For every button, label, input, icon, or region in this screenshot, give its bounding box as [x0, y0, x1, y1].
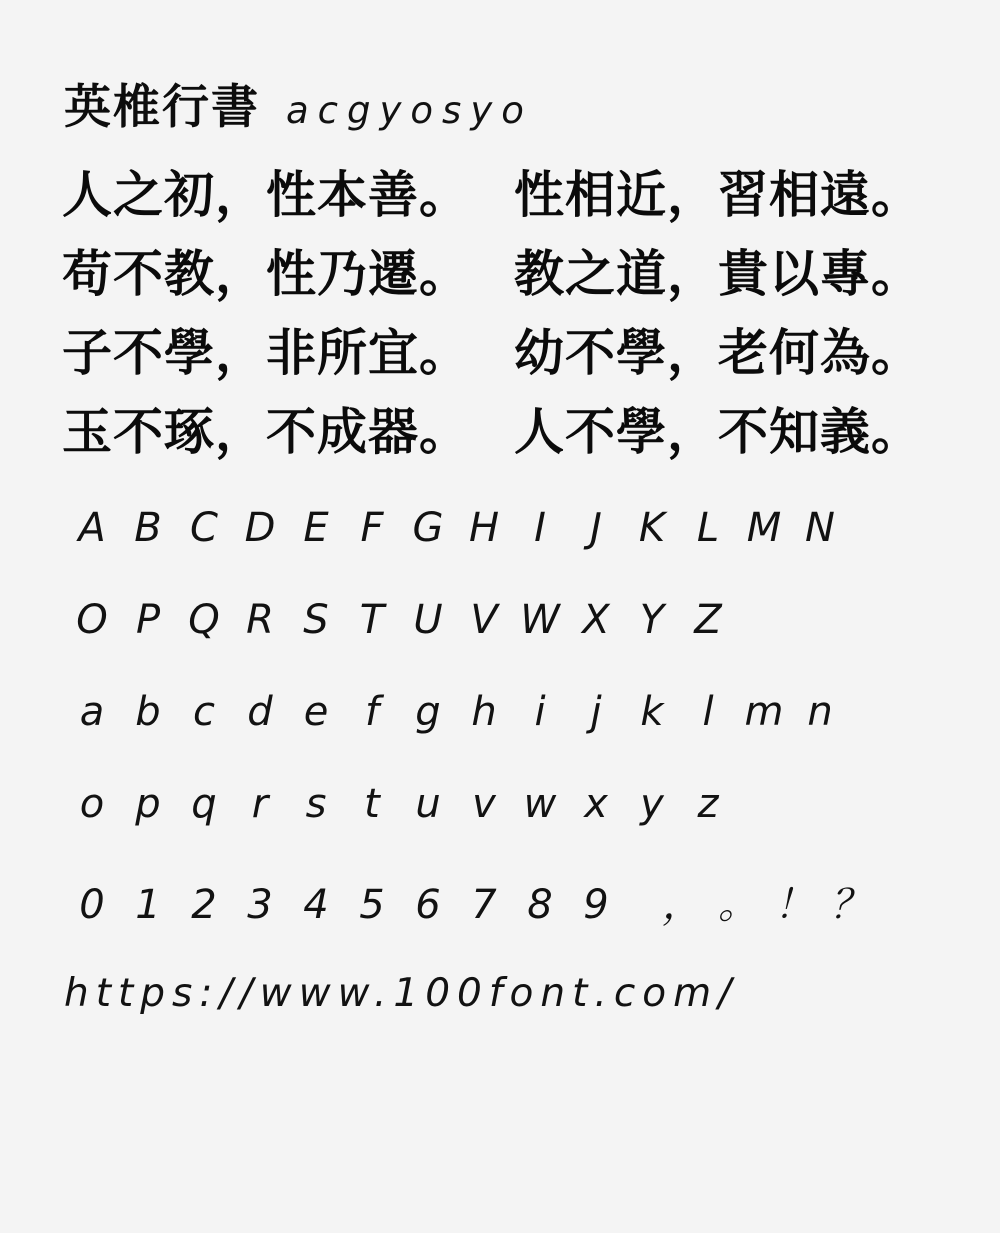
glyph: 8 — [527, 882, 553, 928]
glyph: t — [364, 781, 380, 827]
glyph: Y — [639, 597, 665, 643]
glyph: J — [590, 505, 602, 551]
glyph: ！ — [774, 882, 814, 928]
glyph-row-uppercase-1 — [64, 505, 940, 597]
glyph: x — [584, 781, 608, 827]
glyph: r — [251, 781, 269, 827]
glyph: p — [135, 781, 161, 827]
glyph: ， — [662, 882, 702, 928]
glyph: a — [79, 689, 105, 735]
glyph: B — [134, 505, 162, 551]
glyph: 6 — [415, 882, 441, 928]
glyph: i — [534, 689, 546, 735]
glyph: H — [468, 505, 500, 551]
glyph: 1 — [135, 882, 161, 928]
glyph: y — [640, 781, 664, 827]
glyph: E — [303, 505, 329, 551]
sample-line — [62, 234, 940, 313]
glyph: F — [360, 505, 384, 551]
glyph: R — [246, 597, 274, 643]
glyph: 0 — [79, 882, 105, 928]
sample-line-right: 教之道，貴以專。 — [514, 244, 922, 303]
glyph: o — [79, 781, 105, 827]
glyph: T — [359, 597, 385, 643]
glyph: Q — [188, 597, 220, 643]
glyph-row-uppercase-2 — [64, 597, 940, 689]
glyph: 7 — [471, 882, 497, 928]
glyph-row-digits-punctuation — [64, 873, 940, 965]
glyph-row-lowercase-2 — [64, 781, 940, 873]
glyph: l — [702, 689, 714, 735]
glyph: z — [697, 781, 719, 827]
glyph: 3 — [247, 882, 273, 928]
font-name-cjk: 英椎行書 — [64, 80, 260, 135]
glyph: b — [135, 689, 161, 735]
glyph: u — [415, 781, 441, 827]
sample-line-right: 性相近，習相遠。 — [514, 165, 922, 224]
glyph: 2 — [191, 882, 217, 928]
glyph: V — [470, 597, 498, 643]
sample-line-left: 人之初，性本善。 — [62, 165, 470, 224]
glyph: j — [590, 689, 602, 735]
glyph: S — [303, 597, 329, 643]
glyph: q — [191, 781, 217, 827]
glyph: D — [244, 505, 276, 551]
source-url: https://www.100font.com/ — [64, 971, 739, 1016]
glyph: C — [190, 505, 218, 551]
glyph: k — [640, 689, 664, 735]
sample-line-left: 子不學，非所宜。 — [62, 323, 470, 382]
glyph: 。 — [718, 882, 758, 928]
glyph: K — [638, 505, 666, 551]
glyph: Z — [694, 597, 722, 643]
glyph: v — [472, 781, 496, 827]
sample-line — [62, 155, 940, 234]
sample-line — [62, 392, 940, 471]
sample-line-left: 玉不琢，不成器。 — [62, 402, 470, 461]
glyph: c — [193, 689, 215, 735]
glyph: h — [471, 689, 497, 735]
glyph: m — [744, 689, 784, 735]
glyph: A — [78, 505, 106, 551]
sample-line-left: 苟不教，性乃遷。 — [62, 244, 470, 303]
glyph: w — [523, 781, 557, 827]
glyph-row-lowercase-1 — [64, 689, 940, 781]
glyph: n — [807, 689, 833, 735]
sample-line-right: 幼不學，老何為。 — [514, 323, 922, 382]
font-name-latin: acgyosyo — [286, 89, 533, 132]
glyph: d — [247, 689, 273, 735]
specimen-title — [64, 70, 940, 137]
glyph: I — [534, 505, 546, 551]
glyph: X — [582, 597, 610, 643]
glyph: e — [303, 689, 329, 735]
glyph: 5 — [359, 882, 385, 928]
glyph: M — [746, 505, 782, 551]
glyph: ？ — [830, 882, 870, 928]
sample-line-right: 人不學，不知義。 — [514, 402, 922, 461]
glyph: 9 — [583, 882, 609, 928]
sample-text-block — [62, 155, 940, 471]
glyph: U — [413, 597, 443, 643]
glyph: f — [364, 689, 380, 735]
glyph: N — [805, 505, 835, 551]
sample-line — [62, 313, 940, 392]
glyph: L — [696, 505, 720, 551]
glyph: g — [415, 689, 441, 735]
glyph: G — [412, 505, 444, 551]
glyph: W — [520, 597, 560, 643]
glyph: O — [76, 597, 108, 643]
glyph: s — [305, 781, 327, 827]
glyph: 4 — [303, 882, 329, 928]
glyph-chart — [64, 505, 940, 965]
glyph: P — [135, 597, 161, 643]
